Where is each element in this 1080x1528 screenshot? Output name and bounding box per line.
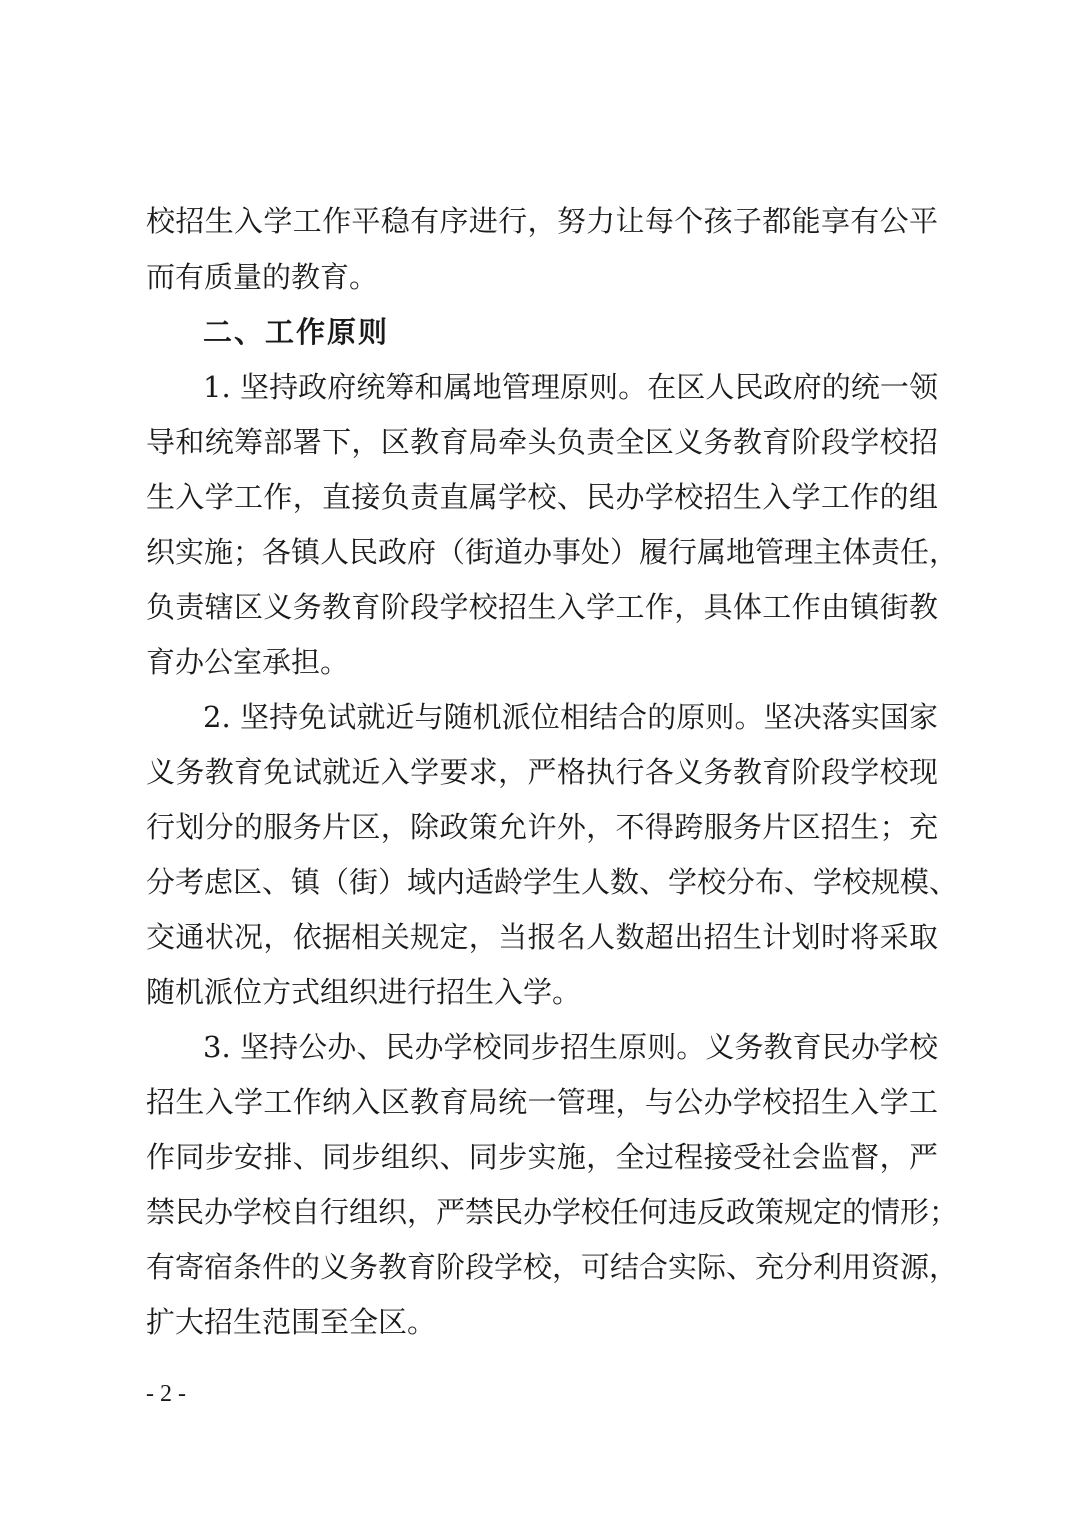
principle-1-line-3: 生入学工作，直接负责直属学校、民办学校招生入学工作的组 <box>146 480 938 514</box>
principle-1-line-1: 1. 坚持政府统筹和属地管理原则。在区人民政府的统一领 <box>203 370 938 404</box>
principle-3-line-5: 有寄宿条件的义务教育阶段学校，可结合实际、充分利用资源， <box>146 1250 959 1284</box>
principle-2-line-6: 随机派位方式组织进行招生入学。 <box>146 975 582 1009</box>
page-number: - 2 - <box>146 1381 186 1407</box>
principle-3-line-1: 3. 坚持公办、民办学校同步招生原则。义务教育民办学校 <box>203 1030 938 1064</box>
principle-1-line-2: 导和统筹部署下，区教育局牵头负责全区义务教育阶段学校招 <box>146 425 938 459</box>
principle-1-line-6: 育办公室承担。 <box>146 645 350 679</box>
principle-3-line-6: 扩大招生范围至全区。 <box>146 1305 437 1339</box>
intro-line-2: 而有质量的教育。 <box>146 260 379 294</box>
section-heading: 二、工作原则 <box>203 315 390 349</box>
principle-2-line-3: 行划分的服务片区，除政策允许外，不得跨服务片区招生；充 <box>146 810 938 844</box>
principle-1-line-4: 织实施；各镇人民政府（街道办事处）履行属地管理主体责任， <box>146 535 959 569</box>
principle-2-line-5: 交通状况，依据相关规定，当报名人数超出招生计划时将采取 <box>146 920 938 954</box>
principle-2-line-4: 分考虑区、镇（街）域内适龄学生人数、学校分布、学校规模、 <box>146 865 959 899</box>
principle-2-line-2: 义务教育免试就近入学要求，严格执行各义务教育阶段学校现 <box>146 755 938 789</box>
intro-line-1: 校招生入学工作平稳有序进行，努力让每个孩子都能享有公平 <box>146 204 938 238</box>
principle-3-line-4: 禁民办学校自行组织，严禁民办学校任何违反政策规定的情形； <box>146 1195 959 1229</box>
principle-3-line-3: 作同步安排、同步组织、同步实施，全过程接受社会监督，严 <box>146 1140 938 1174</box>
principle-2-line-1: 2. 坚持免试就近与随机派位相结合的原则。坚决落实国家 <box>203 700 938 734</box>
principle-3-line-2: 招生入学工作纳入区教育局统一管理，与公办学校招生入学工 <box>146 1085 938 1119</box>
principle-1-line-5: 负责辖区义务教育阶段学校招生入学工作，具体工作由镇街教 <box>146 590 938 624</box>
